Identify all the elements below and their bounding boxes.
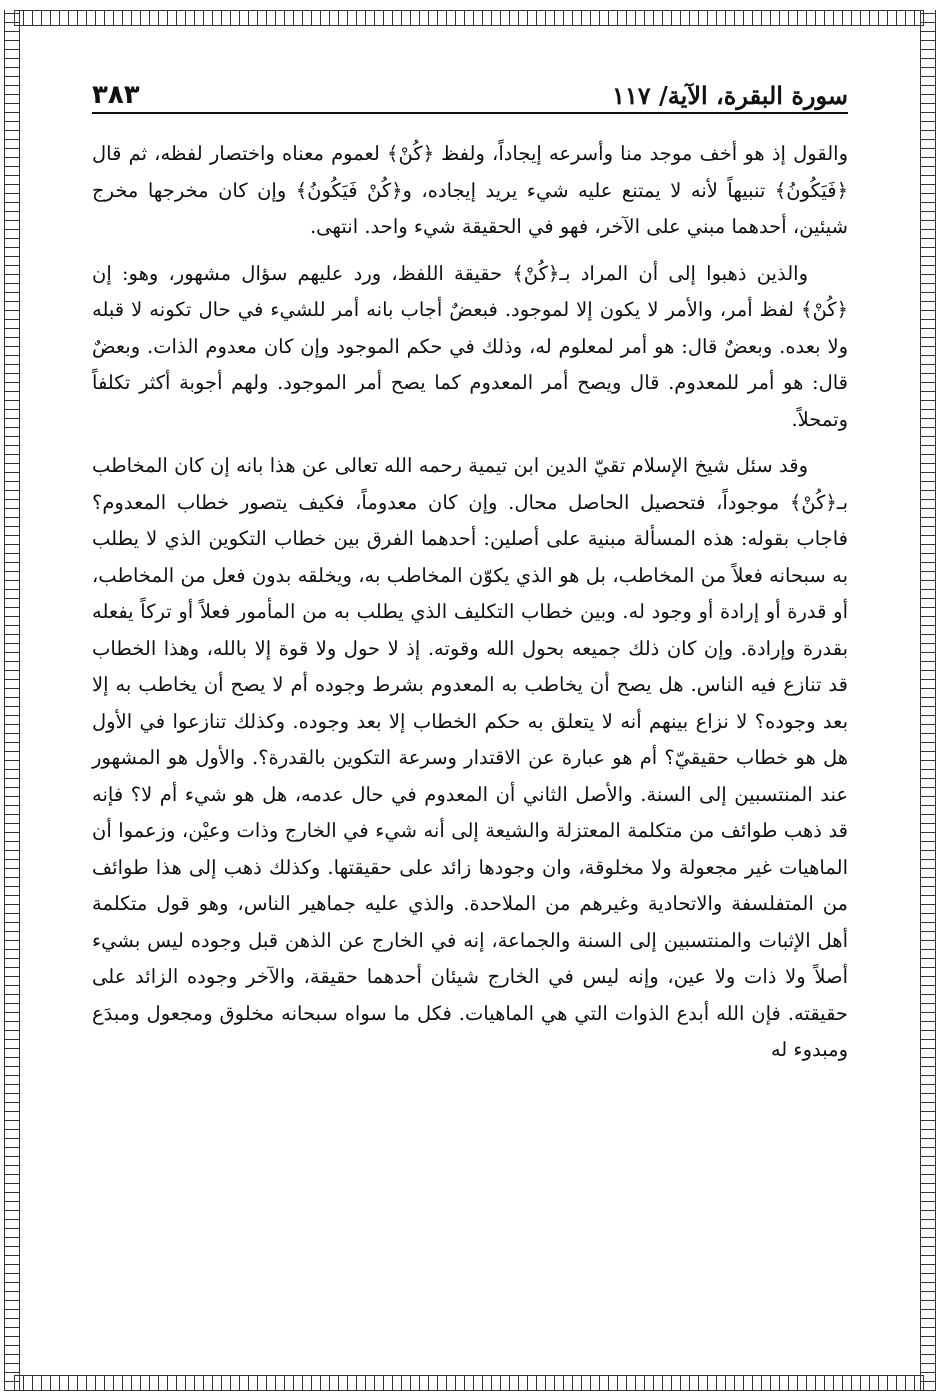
paragraph-3: وقد سئل شيخ الإسلام تقيّ الدين ابن تيمية رحمه الله تعالى عن هذا بانه إن كان المخاطب بـ﴿كُنْ﴾ موجوداً، فتحصيل الحاصل محال. وإن كان معدوماً، فكيف يتصور خطاب المعدوم؟ فاجاب بقوله: هذه المسألة مبنية على أصلين: أحدهما الفرق بين خطاب التكوين الذي لا يطلب به سبحانه فعلاً من المخاطب، بل هو الذي يكوّن المخاطب به، ويخلقه بدون فعل من المخاطب، أو قدرة أو إرادة أو وجود له. وبين خطاب التكليف الذي يطلب به من المأمور فعلاً أو تركاً يفعله بقدرة وإرادة. وإن كان ذلك جميعه بحول الله وقوته. إذ لا حول ولا قوة إلا بالله، وهذا الخطاب قد تنازع فيه الناس. هل يصح أن يخاطب به المعدوم بشرط وجوده أم لا يصح أن يخاطب به إلا بعد وجوده؟ لا نزاع بينهم أنه لا يتعلق به حكم الخطاب إلا بعد وجوده. وكذلك تنازعوا في الأول هل هو خطاب حقيقيّ؟ أم هو عبارة عن الاقتدار وسرعة التكوين بالقدرة؟. والأول هو المشهور عند المنتسبين إلى السنة. والأصل الثاني أن المعدوم في حال عدمه، هل هو شيء أم لا؟ فإنه قد ذهب طوائف من متكلمة المعتزلة والشيعة إلى أنه شيء في الخارج وذات وعيْن، وزعموا أن الماهيات غير مجعولة ولا مخلوقة، وان وجودها زائد على حقيقتها. وكذلك ذهب إلى هذا طوائف من المتفلسفة والاتحادية وغيرهم من الملاحدة. والذي عليه جماهير الناس، وهو قول متكلمة أهل الإثبات والمنتسبين إلى السنة والجماعة، إنه في الخارج عن الذهن قبل وجوده ليس بشيء أصلاً ولا ذات ولا عين، وإنه ليس في الخارج شيئان أحدهما حقيقة، والآخر وجوده الزائد على حقيقته. فإن الله أبدع الذوات التي هي الماهيات. فكل ما سواه سبحانه مخلوق ومجعول ومبدَع ومبدوء له xyxy=(92,454,848,1061)
decorative-border-bottom xyxy=(14,1375,924,1391)
paragraph-2: والذين ذهبوا إلى أن المراد بـ﴿كُنْ﴾ حقيقة اللفظ، ورد عليهم سؤال مشهور، وهو: إن ﴿كُنْ﴾ لفظ أمر، والأمر لا يكون إلا لموجود. فبعضٌ أجاب بانه أمر للشيء في حال تكونه لا قبله ولا بعده. وبعضٌ قال: هو أمر لمعلوم له، وذلك في حكم الموجود وإن كان معدوم الذات. وبعضٌ قال: هو أمر للمعدوم. قال ويصح أمر المعدوم كما يصح أمر الموجود. ولهم أجوبة أكثر تكلفاً وتمحلاً. xyxy=(92,261,848,431)
page-header xyxy=(92,68,848,114)
decorative-border-top xyxy=(14,10,924,26)
decorative-border-left xyxy=(4,10,20,1391)
page-body xyxy=(92,136,848,1079)
page-number: ٣٨٣ xyxy=(92,80,140,110)
paragraph-1: والقول إذ هو أخف موجد منا وأسرعه إيجاداً، ولفظ ﴿كُنْ﴾ لعموم معناه واختصار لفظه، ثم قال ﴿فَيَكُونُ﴾ تنبيهاً لأنه لا يمتنع عليه شيء يريد إيجاده، و﴿كُنْ فَيَكُونُ﴾ وإن كان مخرجها مخرج شيئين، أحدهما مبني على الآخر، فهو في الحقيقة شيء واحد. انتهى. xyxy=(92,142,848,238)
running-title: سورة البقرة، الآية/ ١١٧ xyxy=(611,81,848,110)
decorative-border-right xyxy=(920,10,936,1391)
